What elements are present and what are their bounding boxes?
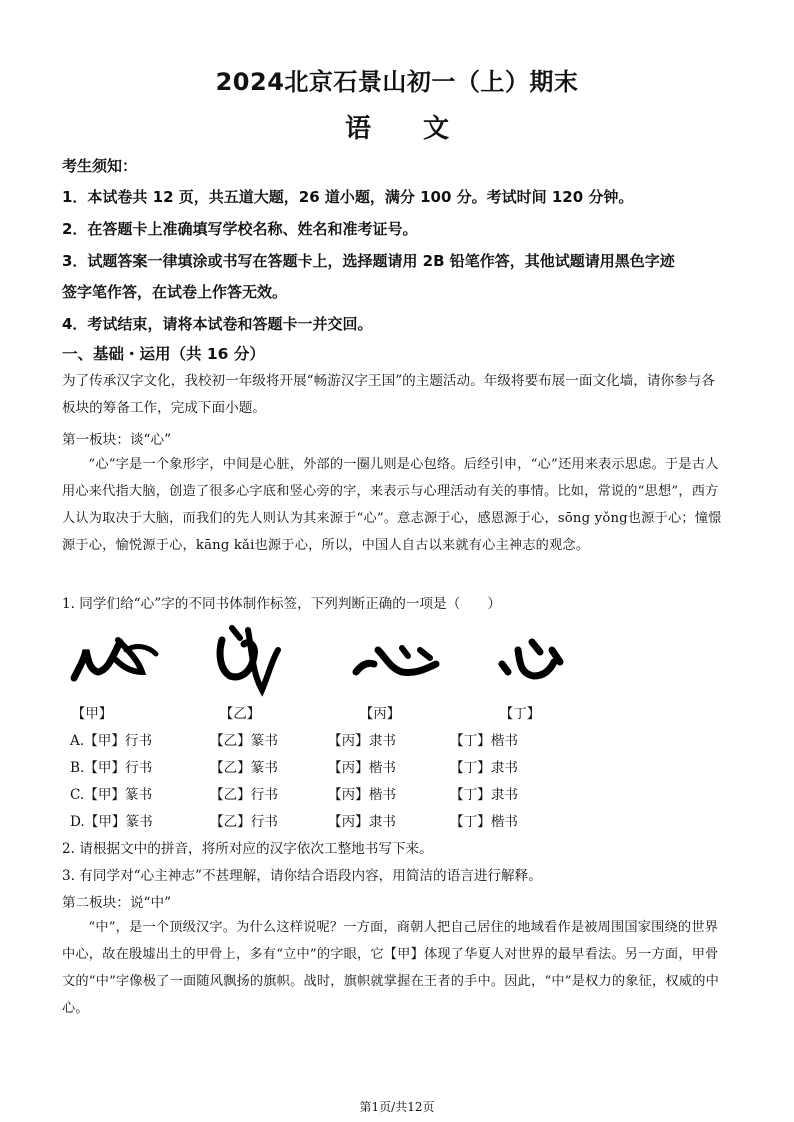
- notice-item-3-cont: 签字笔作答，在试卷上作答无效。: [62, 283, 288, 301]
- option-d-bing: 【丙】隶书: [328, 814, 396, 830]
- glyph-label-yi: 【乙】: [219, 706, 261, 722]
- subject-char-2: 文: [423, 114, 450, 144]
- option-a-bing: 【丙】隶书: [328, 733, 396, 749]
- option-a-yi: 【乙】篆书: [210, 733, 278, 749]
- option-c-yi: 【乙】行书: [210, 787, 278, 803]
- glyph-ding-image: [492, 620, 592, 700]
- block2-passage: “中”，是一个顶级汉字。为什么这样说呢？一方面，商朝人把自己居住的地域看作是被周围国家围绕的世界中心，故在殷墟出土的甲骨上，多有“立中”的字眼，它【甲】体现了华夏人对世界的最早看法。另一方面，甲骨文的“中”字像极了一面随风飘扬的旗帜。战时，旗帜就掌握在王者的手中。因此，“中”是权力的象征，权威的中心。: [62, 920, 719, 1016]
- subject-char-1: 语: [344, 114, 371, 144]
- page-footer: 第1页/共12页: [359, 1100, 435, 1114]
- question-1: 1. 同学们给“心”字的不同书体制作标签，下列判断正确的一项是（ ）: [62, 596, 502, 612]
- section-heading: 一、基础・运用（共 16 分）: [62, 345, 265, 363]
- glyph-label-ding: 【丁】: [499, 706, 541, 722]
- notice-item-1: 1．本试卷共 12 页，共五道大题，26 道小题，满分 100 分。考试时间 120 分钟。: [62, 188, 634, 206]
- notice-item-2: 2．在答题卡上准确填写学校名称、姓名和准考证号。: [62, 220, 418, 238]
- notice-item-4: 4．考试结束，请将本试卷和答题卡一并交回。: [62, 315, 373, 333]
- glyph-jia-image: [68, 620, 168, 700]
- option-b-ding: 【丁】隶书: [450, 760, 518, 776]
- option-c-bing: 【丙】楷书: [328, 787, 396, 803]
- question-3: 3. 有同学对“心主神志”不甚理解，请你结合语段内容，用简洁的语言进行解释。: [62, 868, 542, 884]
- glyph-label-jia: 【甲】: [71, 706, 113, 722]
- option-d-jia[interactable]: D.【甲】篆书: [70, 814, 153, 830]
- glyph-label-bing: 【丙】: [359, 706, 401, 722]
- question-2: 2. 请根据文中的拼音，将所对应的汉字依次工整地书写下来。: [62, 841, 433, 857]
- glyph-yi-image: [208, 620, 308, 700]
- subject-heading: [0, 108, 794, 145]
- option-d-yi: 【乙】行书: [210, 814, 278, 830]
- option-d-ding: 【丁】楷书: [450, 814, 518, 830]
- exam-title: 2024北京石景山初一（上）期末: [215, 68, 579, 96]
- option-a-jia[interactable]: A.【甲】行书: [70, 733, 153, 749]
- block1-passage: “心”字是一个象形字，中间是心脏，外部的一圈儿则是心包络。后经引申，“心”还用来表示思虑。于是古人用心来代指大脑，创造了很多心字底和竖心旁的字，来表示与心理活动有关的事情。比如，常说的“思想”，西方人认为取决于大脑，而我们的先人则认为其来源于“心”。意志源于心，感恩源于心，sōng yǒng也源于心；憧憬源于心，愉悦源于心，kāng kǎi也源于心，所以，中国人自古以来就有心主神志的观念。: [62, 457, 722, 553]
- option-c-ding: 【丁】隶书: [450, 787, 518, 803]
- glyph-bing-image: [350, 620, 450, 700]
- notice-heading: 考生须知：: [62, 157, 138, 175]
- option-c-jia[interactable]: C.【甲】篆书: [70, 787, 153, 803]
- block2-title: 第二板块：说“中”: [62, 895, 172, 911]
- option-b-jia[interactable]: B.【甲】行书: [70, 760, 153, 776]
- option-a-ding: 【丁】楷书: [450, 733, 518, 749]
- notice-item-3: 3．试题答案一律填涂或书写在答题卡上，选择题请用 2B 铅笔作答，其他试题请用黑色字迹: [62, 252, 675, 270]
- block1-title: 第一板块：谈“心”: [62, 432, 172, 448]
- section-intro: 为了传承汉字文化，我校初一年级将开展“畅游汉字王国”的主题活动。年级将要布展一面文化墙，请你参与各板块的筹备工作，完成下面小题。: [62, 373, 715, 416]
- option-b-yi: 【乙】篆书: [210, 760, 278, 776]
- option-b-bing: 【丙】楷书: [328, 760, 396, 776]
